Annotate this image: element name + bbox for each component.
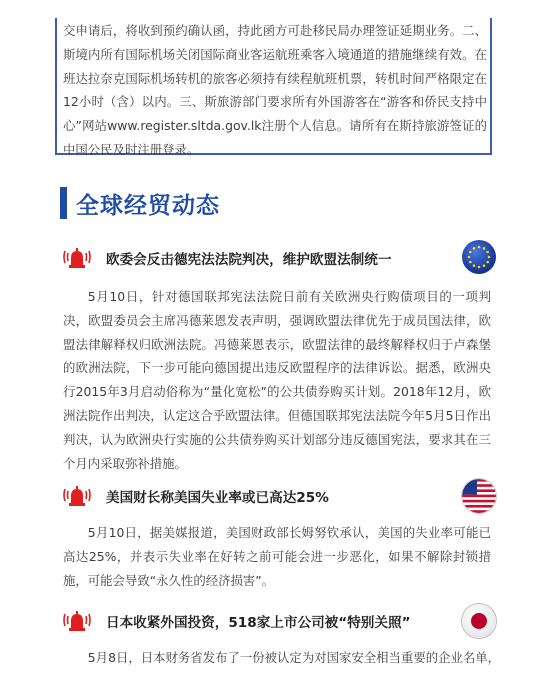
news-head-eu: [62, 243, 391, 273]
section-title: 全球经贸动态: [76, 192, 220, 219]
news-body: 5月10日，针对德国联邦宪法法院日前有关欧洲央行购债项目的一项判决，欧盟委员会主席冯德莱恩发表声明，强调欧盟法律优先于成员国法律，欧盟法律解释权归欧洲法院。冯德莱恩表示，欧盟法律的最终解释权归于卢森堡的欧洲法院，下一步可能向德国提出违反欧盟程序的法律诉讼。据悉，欧洲央行2015年3月启动俗称为“量化宽松”的公共债券购买计划。2018年12月，欧洲法院作出判决，认定这合乎欧盟法律。但德国联邦宪法法院今年5月5日作出判决，认为欧洲央行实施的公共债券购买计划部分违反德国宪法，要求其在三个月内采取弥补措施。: [63, 289, 491, 471]
section-heading: [60, 186, 220, 220]
us-flag-icon: [462, 479, 496, 513]
news-head-japan: [62, 606, 411, 636]
news-head-us: [62, 481, 329, 511]
eu-flag-icon: [462, 240, 496, 274]
alarm-icon: [62, 484, 92, 508]
section-bar: [60, 187, 67, 219]
alarm-icon: [62, 609, 92, 633]
news-title: 欧委会反击德宪法法院判决，维护欧盟法制统一: [106, 252, 392, 268]
news-body: 5月8日，日本财务省发布了一份被认定为对国家安全相当重要的企业名单，: [87, 650, 501, 665]
alarm-icon: [62, 246, 92, 270]
japan-flag-icon: [462, 604, 496, 638]
notice-text: 交申请后，将收到预约确认函，持此函方可赴移民局办理签证延期业务。二、斯境内所有国际机场关闭国际商业客运航班乘客入境通道的措施继续有效。在班达拉奈克国际机场转机的旅客必须持有续程航班机票，转机时间严格限定在12小时（含）以内。三、斯旅游部门要求所有外国游客在“游客和侨民支持中心”网站www.register.sltda.gov.lk注册个人信息。请所有在斯持旅游签证的中国公民及时注册登录。: [63, 23, 487, 157]
news-title: 日本收紧外国投资，518家上市公司被“特别关照”: [106, 615, 411, 631]
news-title: 美国财长称美国失业率或已高达25%: [106, 490, 329, 506]
news-body: 5月10日，据美媒报道，美国财政部长姆努钦承认，美国的失业率可能已高达25%，并表示失业率在好转之前可能会进一步恶化，如果不解除封锁措施，可能会导致“永久性的经济损害”。: [63, 525, 491, 588]
